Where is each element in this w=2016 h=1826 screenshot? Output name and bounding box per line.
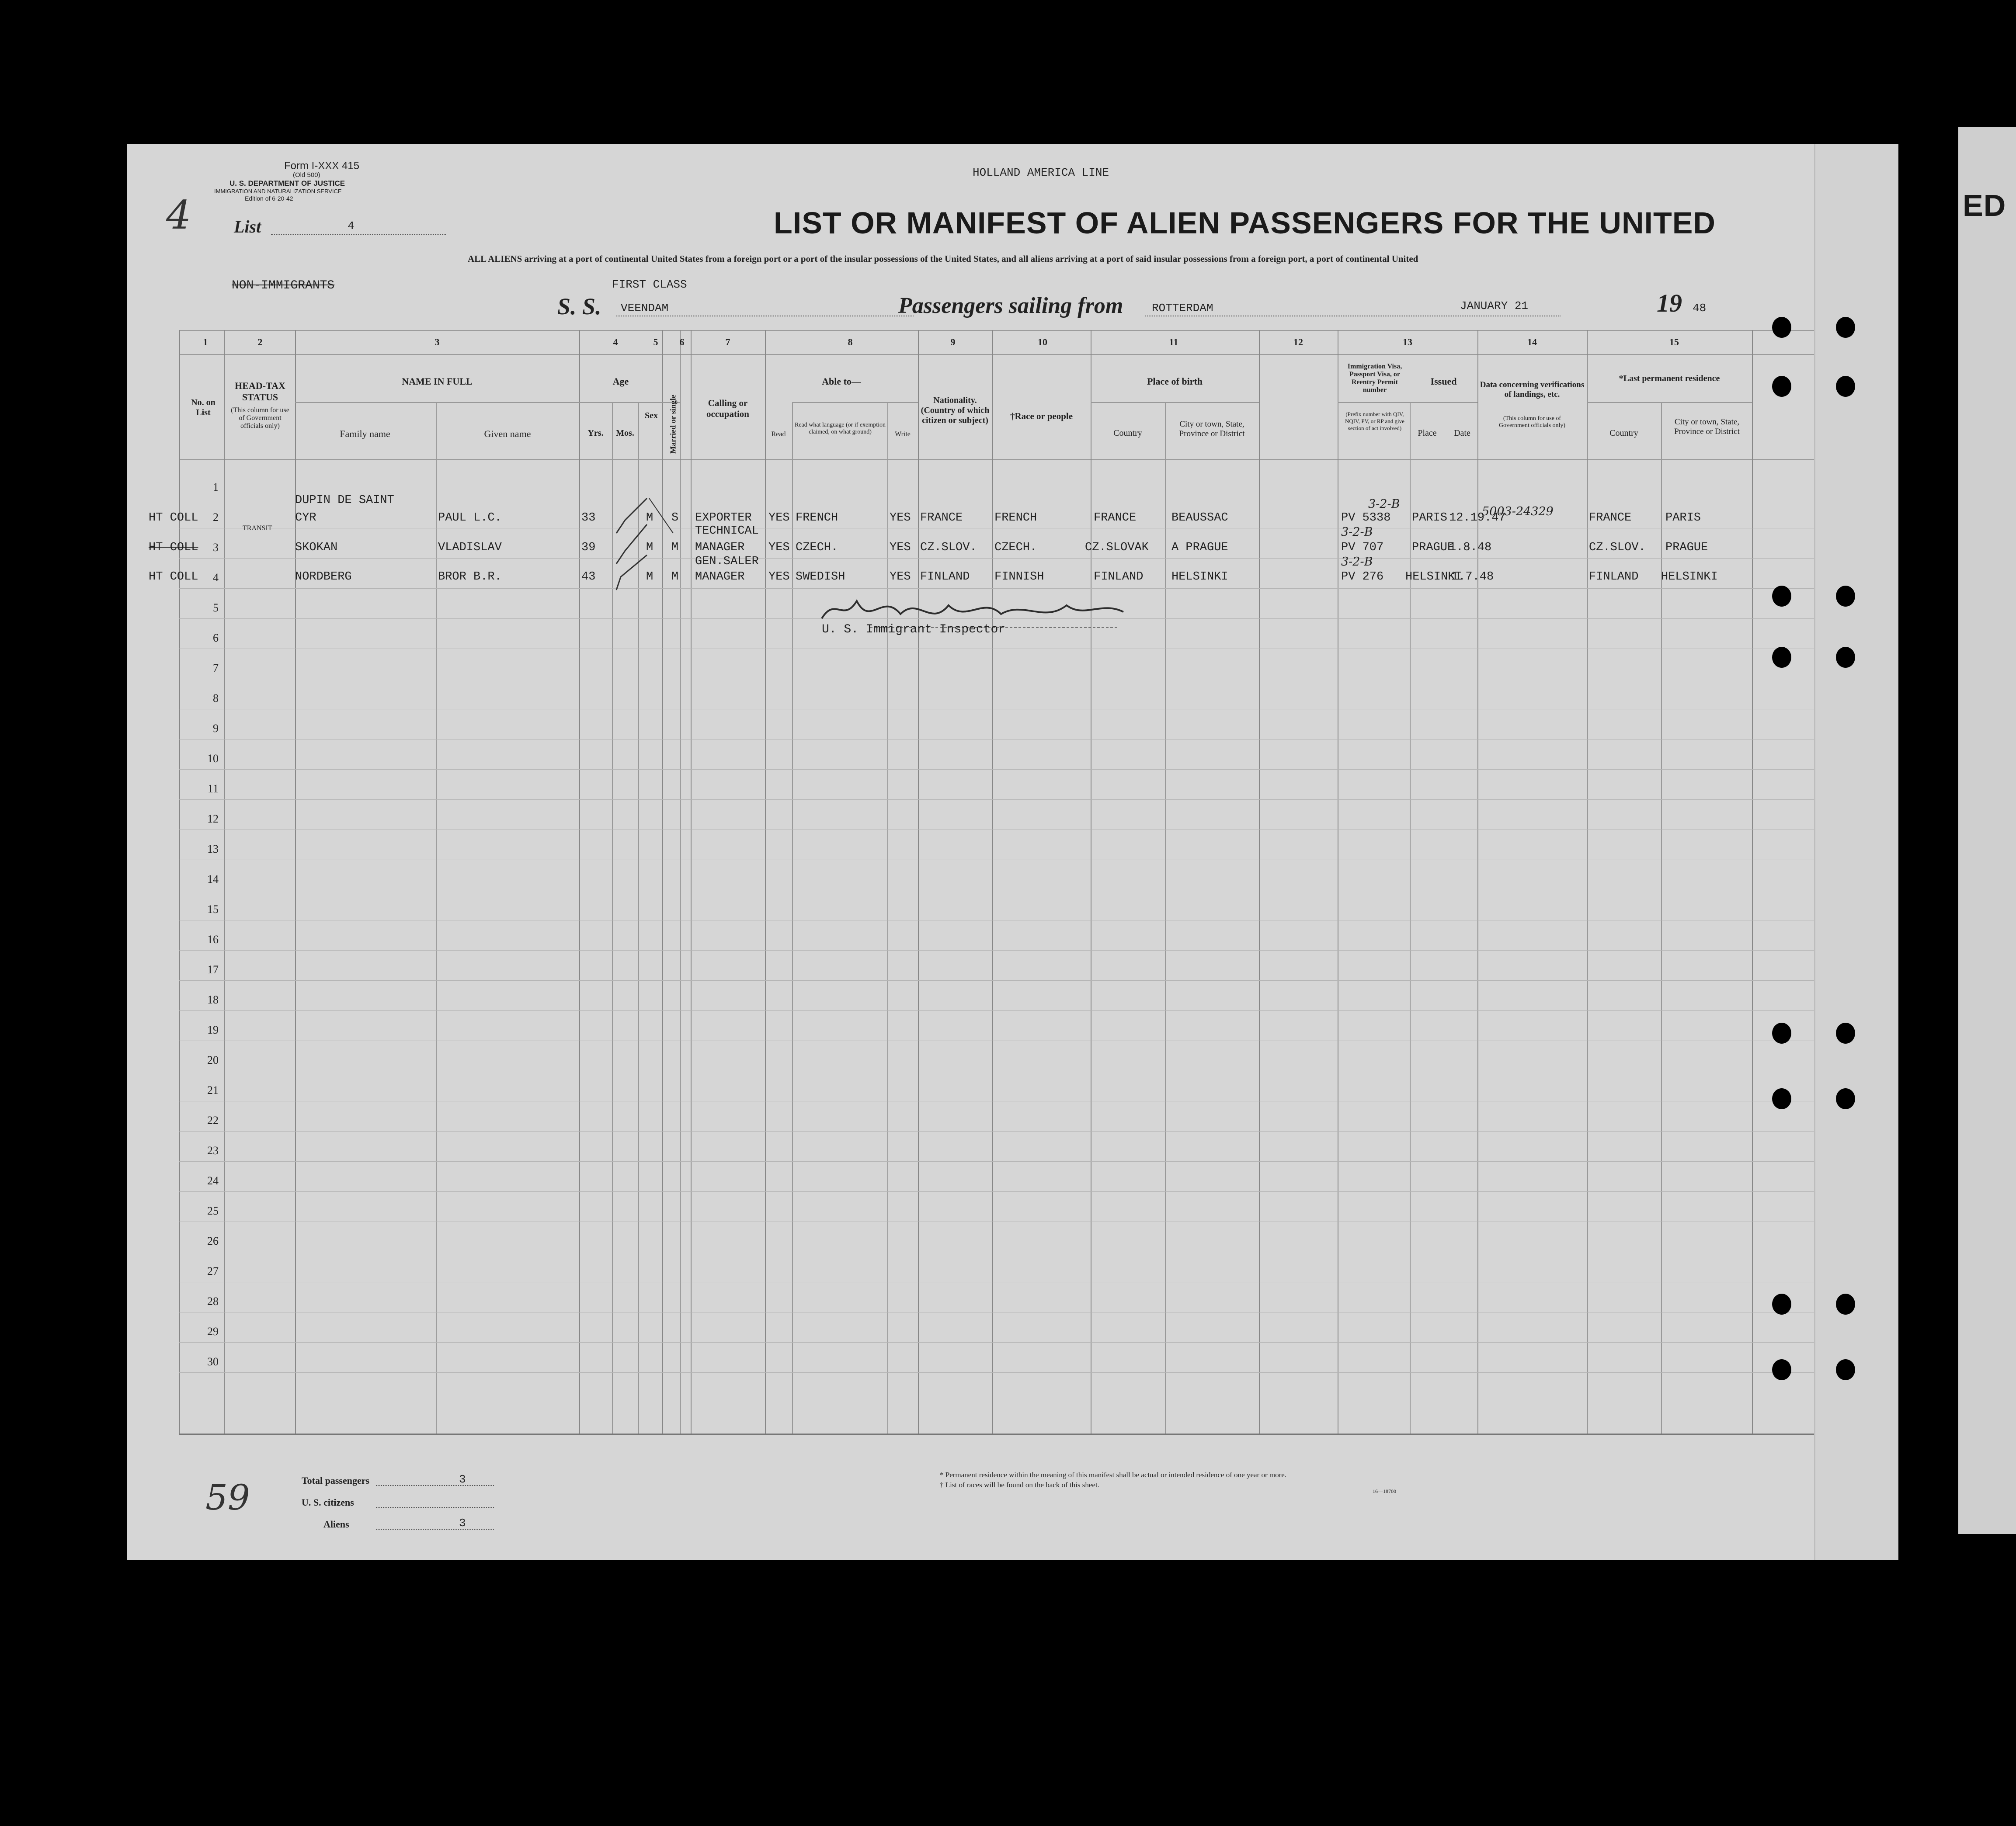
visa-2: PV 707 [1341, 541, 1384, 554]
hdr-issued: Issued [1430, 376, 1457, 387]
hdr-issued-place: Place [1418, 428, 1437, 438]
year-suffix: 48 [1693, 302, 1707, 315]
col-3b [436, 402, 437, 1434]
form-number: Form I-XXX 415 [284, 160, 360, 172]
hdr-sex: Sex [645, 411, 658, 420]
row-rule [179, 558, 1893, 559]
col-15 [1752, 330, 1753, 1434]
occupation-2b: TECHNICAL [695, 524, 759, 538]
hdr-calling: Calling or occupation [706, 398, 749, 419]
write-2: YES [890, 541, 911, 554]
row-number: 5 [213, 601, 219, 614]
row-number: 28 [207, 1295, 219, 1308]
issue-date-3: 1.7.48 [1451, 570, 1494, 583]
sailing-label: Passengers sailing from [898, 293, 1123, 318]
col-8b [887, 402, 888, 1434]
married-3: M [671, 570, 679, 583]
hdr-visa-note: (Prefix number with QIV, NQIV, PV, or RP and give section of act involved) [1345, 411, 1404, 431]
citizens-line [376, 1507, 494, 1508]
citizens-label: U. S. citizens [302, 1497, 354, 1508]
col-6 [691, 330, 692, 1434]
hdr-place-birth: Place of birth [1147, 376, 1203, 387]
col-3c [579, 330, 580, 1434]
department: U. S. DEPARTMENT OF JUSTICE [229, 179, 345, 187]
hdr-family-name: Family name [340, 428, 390, 439]
row-number: 20 [207, 1054, 219, 1066]
footnote-races: † List of races will be found on the back of this sheet. [940, 1481, 1099, 1489]
form-subtitle: ALL ALIENS arriving at a port of continental United States from a foreign port or a port of the insular possessions of the United States, and all aliens arriving at a port of said insular possessions from a foreign port, a port of continental United [468, 253, 1418, 264]
col-7 [765, 330, 766, 1434]
binder-hole [1772, 586, 1791, 607]
row-number: 6 [213, 632, 219, 644]
ss-label: S. S. [557, 293, 601, 319]
colnum-9: 9 [950, 337, 956, 347]
given-name-3: BROR B.R. [438, 570, 502, 583]
nationality-3: FINLAND [920, 570, 970, 583]
hdr-birth-country: Country [1113, 428, 1142, 438]
rule-left [179, 330, 180, 1434]
colnum-10: 10 [1038, 337, 1047, 347]
sex-2: M [646, 541, 653, 554]
hdr-mos: Mos. [616, 428, 634, 438]
race-2: CZECH. [994, 541, 1037, 554]
given-name-2: VLADISLAV [438, 541, 502, 554]
col-8a [792, 402, 793, 1434]
write-1: YES [890, 511, 911, 524]
col-13 [1477, 330, 1478, 1434]
age-2: 39 [581, 541, 596, 554]
col-11 [1259, 330, 1260, 1434]
age-1: 33 [581, 511, 596, 524]
colnum-1: 1 [203, 337, 208, 347]
family-name-1: DUPIN DE SAINT [295, 494, 394, 507]
write-3: YES [890, 570, 911, 583]
issue-place-1: PARIS [1412, 511, 1448, 524]
list-label: List [234, 217, 261, 236]
hdr-write: Write [895, 430, 911, 438]
row-rule [179, 1342, 1893, 1343]
row-rule [179, 1372, 1893, 1373]
col-13a [1410, 402, 1411, 1434]
birth-country-2: CZ.SLOVAK [1085, 541, 1149, 554]
edition: Edition of 6-20-42 [245, 195, 293, 202]
issue-place-3: HELSINKI [1405, 570, 1462, 583]
port-name: ROTTERDAM [1152, 302, 1213, 315]
visa-1: PV 5338 [1341, 511, 1391, 524]
row-rule [179, 799, 1893, 800]
row-rule [179, 1161, 1893, 1162]
binder-hole [1836, 1088, 1855, 1109]
hdr-last-residence: *Last permanent residence [1619, 374, 1720, 383]
sail-date: JANUARY 21 [1460, 299, 1529, 312]
ht-status-3: HT COLL [149, 570, 198, 583]
row-number: 29 [207, 1325, 219, 1338]
row-number: 24 [207, 1174, 219, 1187]
page-flap [1814, 144, 1898, 1560]
row-number: 10 [207, 752, 219, 765]
hdr-age: Age [612, 376, 629, 387]
hdr-no-on-list: No. on List [191, 398, 216, 417]
total-label: Total passengers [302, 1475, 370, 1486]
binder-hole [1836, 376, 1855, 397]
footnote-residence: * Permanent residence within the meaning of this manifest shall be actual or intended residence of one year or more. [940, 1471, 1287, 1479]
binder-hole [1836, 647, 1855, 668]
col-4 [680, 330, 681, 1434]
hdr-read-lang: Read what language (or if exemption claimed, on what ground) [795, 422, 886, 435]
hdr-race: †Race or people [1010, 411, 1073, 421]
occupation-3b: GEN.SALER [695, 555, 759, 568]
language-1: FRENCH [796, 511, 838, 524]
read-3: YES [768, 570, 790, 583]
row-number: 21 [207, 1084, 219, 1097]
binder-hole [1836, 317, 1855, 338]
visa-section-3: 3-2-B [1341, 555, 1373, 569]
binder-hole [1772, 1359, 1791, 1380]
binder-hole [1772, 317, 1791, 338]
binder-hole [1836, 1023, 1855, 1044]
year-prefix: 19 [1657, 289, 1682, 317]
class: FIRST CLASS [612, 278, 687, 291]
total-value: 3 [459, 1473, 466, 1486]
aliens-value: 3 [459, 1517, 466, 1530]
row-rule [179, 769, 1893, 770]
sex-1: M [646, 511, 653, 524]
race-1: FRENCH [994, 511, 1037, 524]
row-number: 30 [207, 1355, 219, 1368]
ht-status-2: HT COLL [149, 541, 198, 554]
colnum-15: 15 [1669, 337, 1679, 347]
row-rule [179, 1191, 1893, 1192]
race-3: FINNISH [994, 570, 1044, 583]
hdr-able-to: Able to— [822, 376, 861, 387]
aliens-label: Aliens [323, 1519, 349, 1530]
row-number: 16 [207, 933, 219, 946]
occupation-3: MANAGER [695, 570, 745, 583]
issue-date-2: 1.8.48 [1449, 541, 1492, 554]
colnum-6: 6 [679, 337, 685, 347]
print-code: 16—18700 [1373, 1488, 1396, 1494]
birth-country-1: FRANCE [1094, 511, 1137, 524]
sex-3: M [646, 570, 653, 583]
hdr-read: Read [771, 430, 786, 438]
colnum-8: 8 [848, 337, 853, 347]
language-2: CZECH. [796, 541, 838, 554]
row-number: 22 [207, 1114, 219, 1127]
total-line [376, 1485, 494, 1486]
hdr-birth-city: City or town, State, Province or District [1179, 420, 1245, 438]
colnum-14: 14 [1527, 337, 1537, 347]
transit-stamp: TRANSIT [243, 524, 272, 532]
check-marks [608, 494, 678, 594]
birth-country-3: FINLAND [1094, 570, 1144, 583]
row-rule [179, 1131, 1893, 1132]
res-city-2: PRAGUE [1665, 541, 1708, 554]
birth-city-1: BEAUSSAC [1171, 511, 1228, 524]
row-number: 8 [213, 692, 219, 705]
hdr-data-note: (This column for use of Government officials only) [1498, 415, 1566, 429]
married-2: M [671, 541, 679, 554]
res-country-3: FINLAND [1589, 570, 1639, 583]
list-line [271, 234, 446, 235]
colnum-13: 13 [1403, 337, 1412, 347]
row-number: 1 [213, 481, 219, 493]
row-number: 14 [207, 873, 219, 885]
rule-bottom [179, 1434, 1893, 1435]
res-country-1: FRANCE [1589, 511, 1632, 524]
page-mark: 59 [205, 1477, 250, 1518]
list-value: 4 [348, 219, 355, 233]
rule-name-sub [295, 402, 680, 403]
aliens-line [376, 1529, 494, 1530]
row-number: 4 [213, 571, 219, 584]
row-number: 18 [207, 993, 219, 1006]
hdr-data-concerning: Data concerning verifications of landings, etc. [1480, 380, 1585, 399]
rule-birth-sub [1091, 402, 1259, 403]
binder-hole [1772, 1088, 1791, 1109]
row-number: 17 [207, 963, 219, 976]
inspector-label: U. S. Immigrant Inspector [822, 623, 1006, 636]
verification-1: 5003-24329 [1482, 505, 1554, 518]
col-11a [1165, 402, 1166, 1434]
old-number: (Old 500) [293, 171, 320, 179]
issue-date-1: 12.19.47 [1449, 511, 1506, 524]
colnum-7: 7 [725, 337, 730, 347]
married-1: S [671, 511, 679, 524]
issue-place-2: PRAGUE [1412, 541, 1455, 554]
family-name-2: SKOKAN [295, 541, 338, 554]
row-number: 11 [207, 782, 219, 795]
binder-hole [1772, 1023, 1791, 1044]
hdr-res-country: Country [1609, 428, 1638, 438]
hdr-head-tax-note: (This column for use of Government officials only) [231, 406, 289, 430]
line-name: HOLLAND AMERICA LINE [973, 166, 1109, 179]
ship-name: VEENDAM [621, 302, 669, 315]
row-rule [179, 1010, 1893, 1011]
row-number: 2 [213, 511, 219, 524]
binder-hole [1772, 1294, 1791, 1315]
binder-hole [1836, 1359, 1855, 1380]
occupation-2: MANAGER [695, 541, 745, 554]
visa-3: PV 276 [1341, 570, 1384, 583]
visa-section-2: 3-2-B [1341, 525, 1373, 539]
colnum-12: 12 [1293, 337, 1303, 347]
colnum-4: 4 [613, 337, 618, 347]
manifest-sheet [127, 144, 1897, 1560]
nationality-2: CZ.SLOV. [920, 541, 977, 554]
family-name-1b: CYR [295, 511, 316, 524]
row-rule [179, 980, 1893, 981]
res-country-2: CZ.SLOV. [1589, 541, 1646, 554]
visa-section-1: 3-2-B [1368, 497, 1400, 511]
col-1 [224, 330, 225, 1434]
rule-top [179, 330, 1893, 331]
language-3: SWEDISH [796, 570, 845, 583]
hdr-visa: Immigration Visa, Passport Visa, or Reentry Permit number [1347, 363, 1402, 394]
age-3: 43 [581, 570, 596, 583]
colnum-3: 3 [434, 337, 440, 347]
read-2: YES [768, 541, 790, 554]
next-page-title-fragment: ED [1963, 188, 2006, 222]
row-number: 9 [213, 722, 219, 735]
given-name-1: PAUL L.C. [438, 511, 502, 524]
page-title: LIST OR MANIFEST OF ALIEN PASSENGERS FOR THE UNITED [774, 206, 1716, 240]
row-number: 15 [207, 903, 219, 916]
row-number: 23 [207, 1144, 219, 1157]
col-14 [1587, 330, 1588, 1434]
colnum-5: 5 [653, 337, 658, 347]
rule-able-sub [792, 402, 918, 403]
hdr-nationality: Nationality. (Country of which citizen or subject) [921, 396, 990, 425]
service: IMMIGRATION AND NATURALIZATION SERVICE [214, 188, 342, 194]
nationality-1: FRANCE [920, 511, 963, 524]
hdr-issued-date: Date [1454, 428, 1470, 438]
res-city-1: PARIS [1665, 511, 1701, 524]
row-number: 25 [207, 1205, 219, 1217]
hdr-name-in-full: NAME IN FULL [402, 376, 473, 387]
ht-status-1: HT COLL [149, 511, 198, 524]
birth-city-2: A PRAGUE [1171, 541, 1228, 554]
colnum-11: 11 [1169, 337, 1178, 347]
row-number: 7 [213, 662, 219, 674]
row-number: 27 [207, 1265, 219, 1278]
hdr-married: Married or single [668, 395, 678, 454]
row-number: 3 [213, 541, 219, 554]
binder-hole [1772, 376, 1791, 397]
category: NON-IMMIGRANTS [232, 279, 335, 292]
col-15a [1661, 402, 1662, 1434]
occupation-1: EXPORTER [695, 511, 752, 524]
family-name-3: NORDBERG [295, 570, 352, 583]
next-page-edge [1958, 127, 2016, 1534]
col-9 [992, 330, 993, 1434]
colnum-2: 2 [257, 337, 263, 347]
rule-res-sub [1587, 402, 1752, 403]
col-8 [918, 330, 919, 1434]
row-rule [179, 950, 1893, 951]
margin-mark: 4 [166, 192, 191, 238]
row-number: 13 [207, 843, 219, 855]
binder-hole [1836, 586, 1855, 607]
hdr-given-name: Given name [484, 428, 531, 439]
birth-city-3: HELSINKI [1171, 570, 1228, 583]
row-number: 12 [207, 812, 219, 825]
hdr-yrs: Yrs. [587, 428, 604, 438]
hdr-res-city: City or town, State, Province or District [1674, 417, 1740, 436]
binder-hole [1772, 647, 1791, 668]
binder-hole [1836, 1294, 1855, 1315]
read-1: YES [768, 511, 790, 524]
rule-numbers [179, 354, 1893, 355]
hdr-head-tax: HEAD-TAX STATUS [235, 380, 285, 403]
res-city-3: HELSINKI [1661, 570, 1718, 583]
row-number: 26 [207, 1235, 219, 1247]
rule-issued-sub [1338, 402, 1477, 403]
row-number: 19 [207, 1024, 219, 1036]
